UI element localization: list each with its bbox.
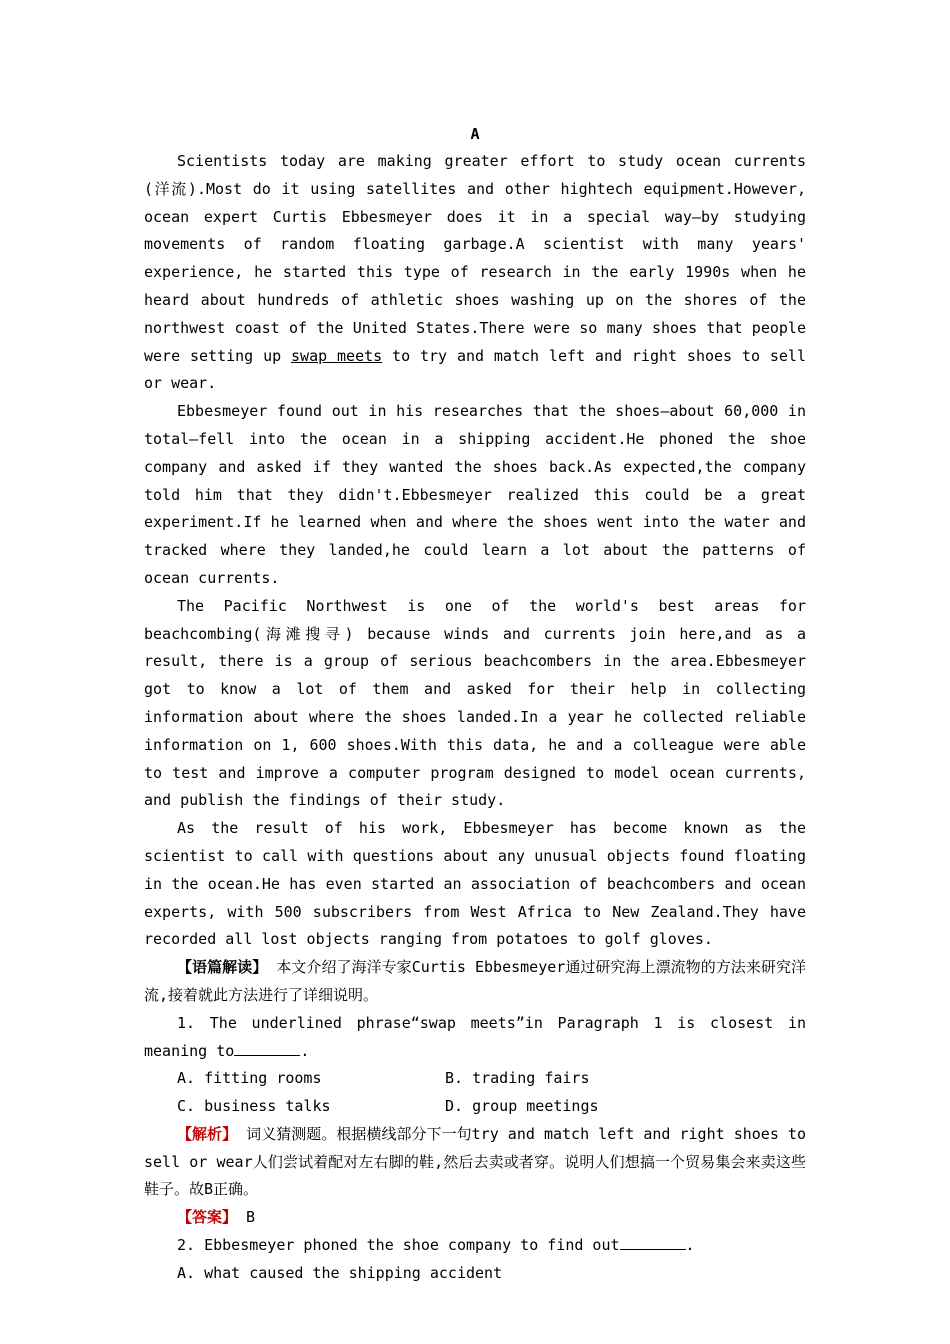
q1-options-row-2 (144, 1093, 806, 1121)
q2-stem-end: . (685, 1236, 695, 1255)
underlined-phrase: swap meets (291, 346, 383, 365)
section-title: A (470, 125, 480, 143)
document-content (144, 120, 806, 1288)
question-1-stem (144, 1010, 806, 1066)
p1-text-b: to try and match left and right shoes to sell or wear. (144, 346, 806, 393)
p1-text-a: Scientists today are making greater effort to study ocean currents (洋流).Most do it using satellites and other hightech equipment.However, ocean expert Curtis Ebbesmeyer does it in a special way—by studying movements of random floating garbage.A scientist with many years' experience, he started this type of research in the early 1990s when he heard about hundreds of athletic shoes washing up on the shores of the northwest coast of the United States.There were so many shoes that people were setting up (144, 152, 806, 365)
passage-paragraph-2: Ebbesmeyer found out in his researches that the shoes—about 60,000 in total—fell into the ocean in a shipping accident.He phoned the shoe company and asked if they wanted the shoes back.As expected,the company told him that they didn't.Ebbesmeyer realized this could be a great experiment.If he learned when and where the shoes went into the water and tracked where they landed,he could learn a lot about the patterns of ocean currents. (144, 402, 806, 587)
q1-option-a: A. fitting rooms (177, 1069, 322, 1088)
answer-label: 【答案】 (177, 1208, 238, 1227)
reading-note-text: 本文介绍了海洋专家Curtis Ebbesmeyer通过研究海上漂流物的方法来研究洋流,接着就此方法进行了详细说明。 (144, 958, 806, 1004)
passage-paragraph-1 (144, 148, 806, 398)
q1-options-row-1 (144, 1065, 806, 1093)
answer-blank (620, 1235, 686, 1250)
q1-option-d: D. group meetings (445, 1097, 599, 1116)
analysis-label: 【解析】 (177, 1124, 238, 1143)
passage-paragraph-4: As the result of his work, Ebbesmeyer has become known as the scientist to call with questions about any unusual objects found floating in the ocean.He has even started an association of beachcombers and ocean experts, with 500 subscribers from West Africa to New Zealand.They have recorded all lost objects ranging from potatoes to golf gloves. (144, 819, 806, 949)
passage-paragraph-3: The Pacific Northwest is one of the world's best areas for beachcombing(海滩搜寻) because winds and currents join here,and as a result, there is a group of serious beachcombers in the area.Ebbesmeyer got to know a lot of them and asked for their help in collecting information about where the shoes landed.In a year he collected reliable information on 1, 600 shoes.With this data, he and a colleague were able to test and improve a computer program designed to model ocean currents, and publish the findings of their study. (144, 596, 806, 810)
q1-analysis (144, 1121, 806, 1204)
q1-answer (144, 1204, 806, 1232)
reading-note (144, 954, 806, 1010)
q2-stem-text: 2. Ebbesmeyer phoned the shoe company to find out (177, 1236, 620, 1255)
q1-stem-end: . (300, 1041, 310, 1060)
answer-blank (234, 1041, 300, 1056)
question-2-stem (144, 1232, 806, 1260)
q1-stem-text: 1. The underlined phrase“swap meets”in Paragraph 1 is closest in meaning to (144, 1013, 806, 1060)
reading-note-label: 【语篇解读】 (177, 958, 268, 977)
q1-option-b: B. trading fairs (445, 1069, 590, 1088)
q2-option-a: A. what caused the shipping accident (177, 1263, 503, 1282)
answer-text: B (237, 1208, 256, 1227)
q1-option-c: C. business talks (177, 1097, 331, 1116)
analysis-text: 词义猜测题。根据横线部分下一句try and match left and right shoes to sell or wear人们尝试着配对左右脚的鞋,然后去卖或者穿。说明人们想搞一个贸易集会来卖这些鞋子。故B正确。 (144, 1124, 806, 1199)
